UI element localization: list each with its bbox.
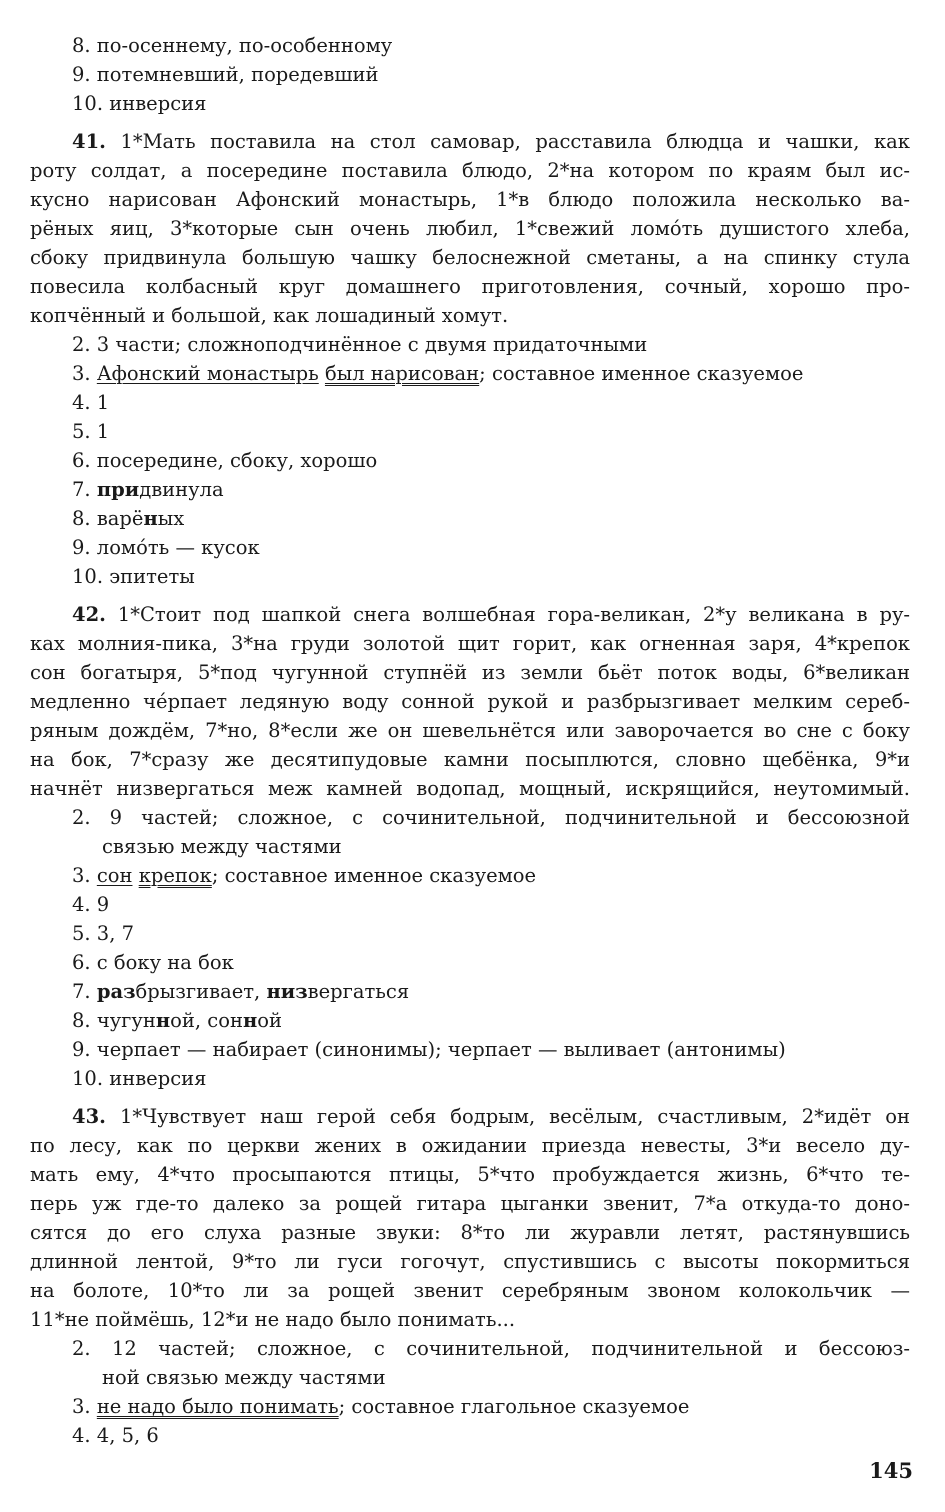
answer-text: ых (157, 507, 185, 530)
answer-item (72, 34, 392, 58)
answer-item-continued (102, 835, 342, 859)
answer-item (72, 63, 378, 87)
text-line: длинной лентой, 9*то ли гуси гогочут, спустившись с высоты покормиться (30, 1250, 910, 1273)
answer-item (72, 1337, 910, 1361)
text-line: рёных яиц, 3*которые сын очень любил, 1*свежий ломо́ть душистого хлеба, (30, 217, 910, 240)
letter-bold: н (242, 1009, 258, 1032)
answer-item (72, 893, 109, 917)
answer-text: 8. по-осеннему, по-особенному (72, 34, 393, 57)
exercise-42-line (30, 719, 910, 743)
text-line: начнёт низвергаться меж камней водопад, мощный, искрящийся, неутомимый. (30, 777, 910, 800)
answer-text: ; составное именное сказуемое (211, 864, 537, 887)
text-line: сятся до его слуха разные звуки: 8*то ли журавли летят, растянувшись (30, 1221, 910, 1244)
answer-text: 10. инверсия (72, 92, 207, 115)
text-line: кусно нарисован Афонский монастырь, 1*в блюдо положила несколько ва- (30, 188, 910, 211)
text-line: 1*Стоит под шапкой снега волшебная гора-великан, 2*у великана в ру- (117, 603, 911, 626)
answer-number: 3. (72, 864, 91, 887)
text-line: 11*не поймёшь, 12*и не надо было понимать... (30, 1308, 516, 1331)
prefix-bold: раз (96, 980, 136, 1003)
exercise-43-line (30, 1134, 910, 1158)
exercise-43-line (30, 1250, 910, 1274)
exercise-number: 42. (72, 603, 106, 626)
answer-text: чугун (96, 1009, 156, 1032)
text-line: повесила колбасный круг домашнего приготовления, сочный, хорошо про- (30, 275, 910, 298)
prefix-bold: низ (266, 980, 308, 1003)
text-line: мать ему, 4*что просыпаются птицы, 5*что пробуждается жизнь, 6*что те- (30, 1163, 910, 1186)
text-line: перь уж где-то далеко за рощей гитара цыганки звенит, 7*а откуда-то доно- (30, 1192, 910, 1215)
text-line: медленно че́рпает ледяную воду сонной рукой и разбрызгивает мелким сереб- (30, 690, 910, 713)
answer-item (72, 362, 803, 386)
text-line: сон богатыря, 5*под чугунной ступнёй из земли бьёт поток воды, 6*великан (30, 661, 910, 684)
answer-text: 4. 4, 5, 6 (72, 1424, 159, 1447)
exercise-41-line (30, 246, 910, 270)
predicate-underlined: не надо было понимать (96, 1395, 339, 1418)
answer-number: 3. (72, 362, 91, 385)
answer-text: 4. 1 (72, 391, 110, 414)
answer-text: 5. 1 (72, 420, 110, 443)
exercise-43-line (30, 1221, 910, 1245)
exercise-41-line (72, 130, 910, 154)
answer-text: 2. 12 частей; сложное, с сочинительной, подчинительной и бессоюз- (72, 1337, 910, 1360)
answer-text: ой (257, 1009, 282, 1032)
page-number: 145 (869, 1458, 913, 1483)
text-line: ках молния-пика, 3*на груди золотой щит горит, как огненная заря, 4*крепок (30, 632, 910, 655)
answer-text: 2. 3 части; сложноподчинённое с двумя придаточными (72, 333, 648, 356)
exercise-42-line (72, 603, 910, 627)
answer-text: варё (96, 507, 144, 530)
exercise-41-line (30, 217, 910, 241)
exercise-43-line (30, 1279, 910, 1303)
exercise-42-line (30, 777, 910, 801)
subject-underlined: Афонский монастырь (96, 362, 319, 385)
answer-text: брызгивает, (135, 980, 261, 1003)
answer-text: вергаться (307, 980, 410, 1003)
answer-text: 10. эпитеты (72, 565, 195, 588)
answer-item (72, 864, 536, 888)
answer-item (72, 507, 184, 531)
answer-text: 6. посередине, сбоку, хорошо (72, 449, 378, 472)
answer-text: ; составное глагольное сказуемое (338, 1395, 690, 1418)
exercise-41-line (30, 188, 910, 212)
answer-text: 10. инверсия (72, 1067, 207, 1090)
text-line: сбоку придвинула большую чашку белоснежной сметаны, а на спинку стула (30, 246, 910, 269)
text-line: ряным дождём, 7*но, 8*если же он шевельнётся или заворочается во сне с боку (30, 719, 910, 742)
exercise-number: 43. (72, 1105, 106, 1128)
answer-text: 4. 9 (72, 893, 110, 916)
answer-text: ной связью между частями (102, 1366, 386, 1389)
answer-text: 5. 3, 7 (72, 922, 135, 945)
answer-text: 9. черпает — набирает (синонимы); черпает — выливает (антонимы) (72, 1038, 786, 1061)
answer-text: 2. 9 частей; сложное, с сочинительной, подчинительной и бессоюзной (72, 806, 910, 829)
answer-text: ; составное именное сказуемое (479, 362, 804, 385)
prefix-bold: при (96, 478, 140, 501)
predicate-underlined: был нарисован (324, 362, 480, 385)
answer-text: ой, сон (170, 1009, 243, 1032)
exercise-42-line (30, 748, 910, 772)
answer-item (72, 980, 409, 1004)
answer-number: 3. (72, 1395, 91, 1418)
exercise-42-line (30, 632, 910, 656)
exercise-43-line (30, 1163, 910, 1187)
exercise-41-line (30, 275, 910, 299)
text-line: по лесу, как по церкви жених в ожидании приезда невесты, 3*и весело ду- (30, 1134, 910, 1157)
subject-underlined: сон (96, 864, 133, 887)
letter-bold: н (143, 507, 158, 530)
exercise-43-line (72, 1105, 910, 1129)
exercise-42-line (30, 661, 910, 685)
text-line: 1*Чувствует наш герой себя бодрым, весёлым, счастливым, 2*идёт он (119, 1105, 911, 1128)
answer-item (72, 922, 134, 946)
answer-item (72, 1038, 786, 1062)
text-line: копчённый и большой, как лошадиный хомут. (30, 304, 509, 327)
answer-number: 8. (72, 507, 91, 530)
answer-item (72, 333, 647, 357)
letter-bold: н (155, 1009, 171, 1032)
answer-item (72, 806, 910, 830)
answer-item (72, 565, 195, 589)
text-line: роту солдат, а посередине поставила блюдо, 2*на котором по краям был ис- (30, 159, 910, 182)
answer-text: 6. с боку на бок (72, 951, 234, 974)
answer-item (72, 1395, 689, 1419)
answer-text: 9. потемневший, поредевший (72, 63, 379, 86)
answer-item (72, 391, 109, 415)
exercise-42-line (30, 690, 910, 714)
answer-item (72, 1424, 159, 1448)
answer-item (72, 478, 224, 502)
answer-text: связью между частями (102, 835, 342, 858)
predicate-underlined: крепок (138, 864, 212, 887)
answer-number: 7. (72, 980, 91, 1003)
answer-item (72, 1067, 206, 1091)
text-line: на болоте, 10*то ли за рощей звенит серебряным звоном колокольчик — (30, 1279, 910, 1302)
answer-number: 8. (72, 1009, 91, 1032)
answer-item (72, 951, 234, 975)
exercise-41-line (30, 304, 508, 328)
answer-item (72, 420, 109, 444)
answer-item-continued (102, 1366, 386, 1390)
text-line: на бок, 7*сразу же десятипудовые камни посыплются, словно щебёнка, 9*и (30, 748, 910, 771)
text-line: 1*Мать поставила на стол самовар, расставила блюдца и чашки, как (120, 130, 910, 153)
answer-text: двинула (139, 478, 224, 501)
answer-item (72, 536, 260, 560)
exercise-41-line (30, 159, 910, 183)
exercise-43-line (30, 1192, 910, 1216)
answer-item (72, 449, 377, 473)
answer-item (72, 1009, 282, 1033)
answer-text: 9. ломо́ть — кусок (72, 536, 260, 559)
answer-number: 7. (72, 478, 91, 501)
answer-item (72, 92, 206, 116)
exercise-number: 41. (72, 130, 106, 153)
exercise-43-line (30, 1308, 515, 1332)
